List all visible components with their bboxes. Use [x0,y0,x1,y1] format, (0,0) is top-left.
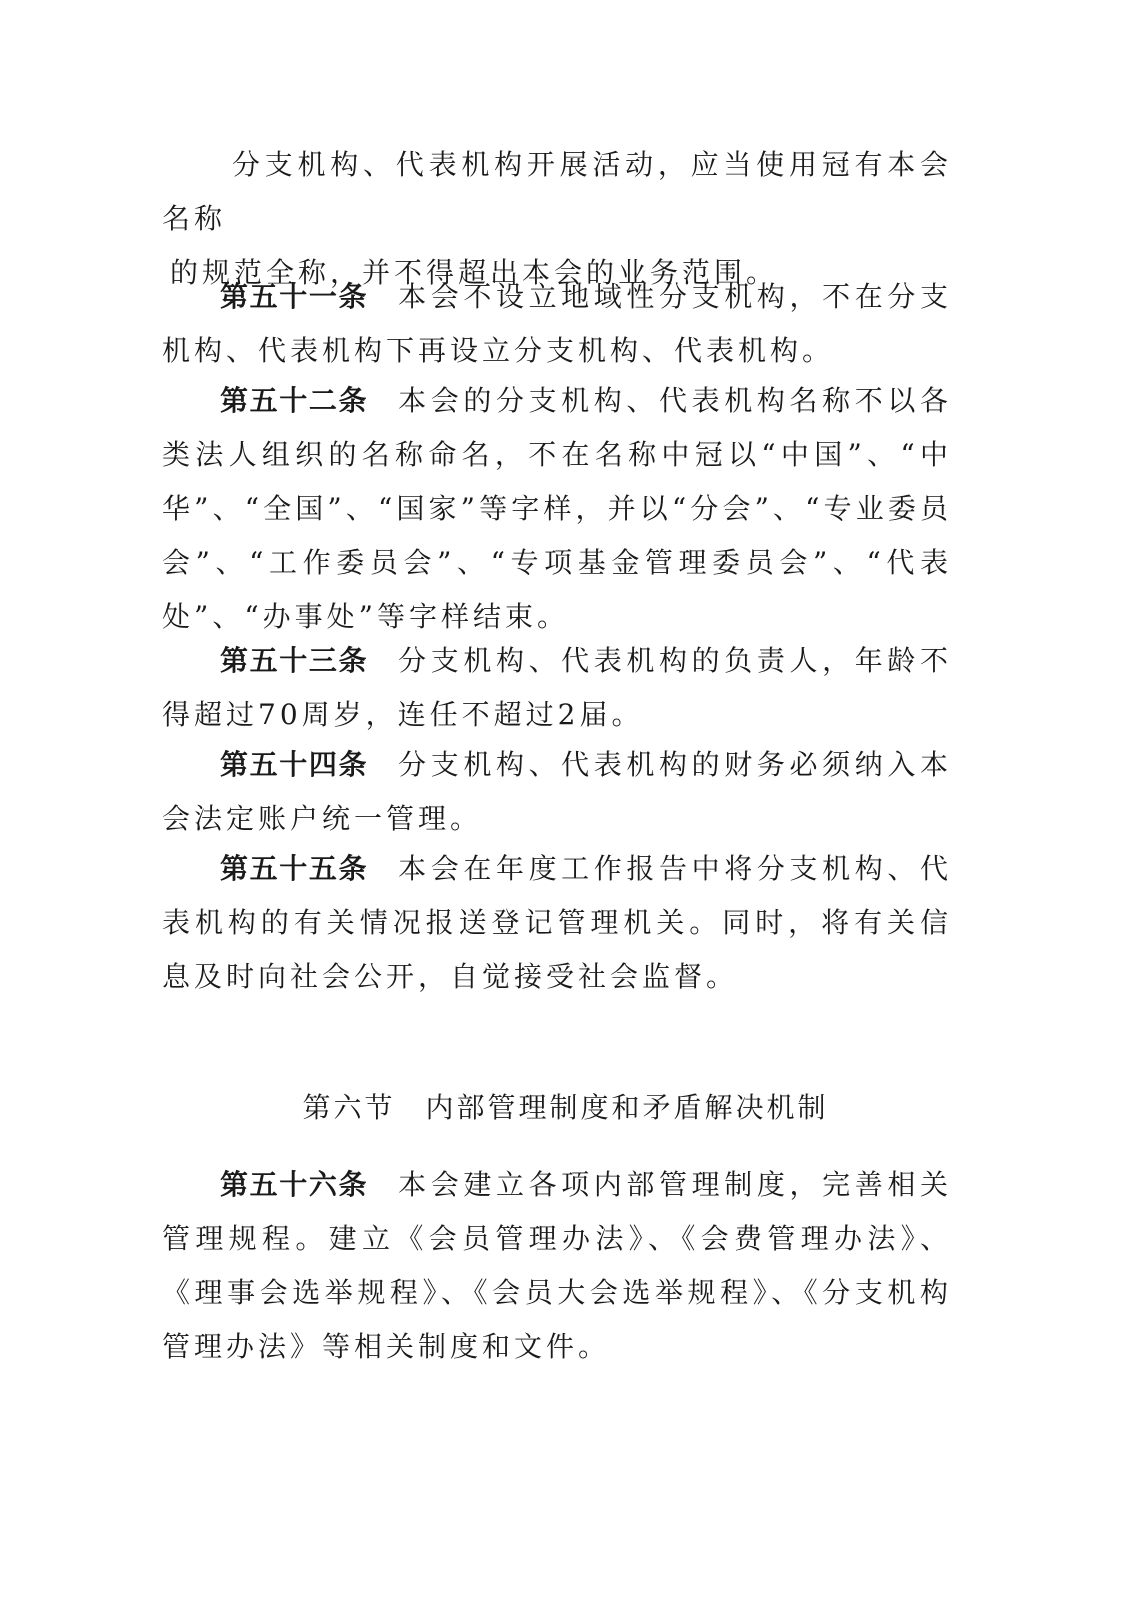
article-53 [162,634,952,742]
article-text: 本会在年度工作报告中将分支机构、代表机构的有关情况报送登记管理机关。同时，将有关信息及时向社会公开，自觉接受社会监督。 [162,852,952,993]
continuation-line-2: 的规范全称，并不得超出本会的业务范围。 [170,256,779,289]
article-52 [162,374,952,644]
article-number: 第五十一条 [220,280,369,313]
section-title: 内部管理制度和矛盾解决机制 [425,1091,829,1124]
article-text: 分支机构、代表机构的财务必须纳入本会法定账户统一管理。 [162,748,952,835]
article-54 [162,738,952,846]
article-number: 第五十四条 [220,748,369,781]
article-text: 本会建立各项内部管理制度，完善相关管理规程。建立《会员管理办法》、《会费管理办法》、《理事会选举规程》、《会员大会选举规程》、《分支机构管理办法》等相关制度和文件。 [162,1168,952,1363]
article-51 [162,270,952,378]
article-number: 第五十五条 [220,852,369,885]
article-56 [162,1158,952,1374]
article-number: 第五十三条 [220,644,369,677]
article-number: 第五十二条 [220,384,369,417]
section-number: 第六节 [302,1091,396,1124]
article-text: 分支机构、代表机构的负责人，年龄不得超过70周岁，连任不超过2届。 [162,644,952,731]
article-text: 本会不设立地域性分支机构，不在分支机构、代表机构下再设立分支机构、代表机构。 [162,280,952,367]
article-number: 第五十六条 [220,1168,369,1201]
article-55 [162,842,952,1004]
article-text: 本会的分支机构、代表机构名称不以各类法人组织的名称命名，不在名称中冠以“中国”、“中华”、“全国”、“国家”等字样，并以“分会”、“专业委员会”、“工作委员会”、“专项基金管理委员会”、“代表处”、“办事处”等字样结束。 [162,384,952,633]
continuation-line-1: 分支机构、代表机构开展活动，应当使用冠有本会名称 [162,148,952,235]
section-heading [0,1088,1131,1128]
